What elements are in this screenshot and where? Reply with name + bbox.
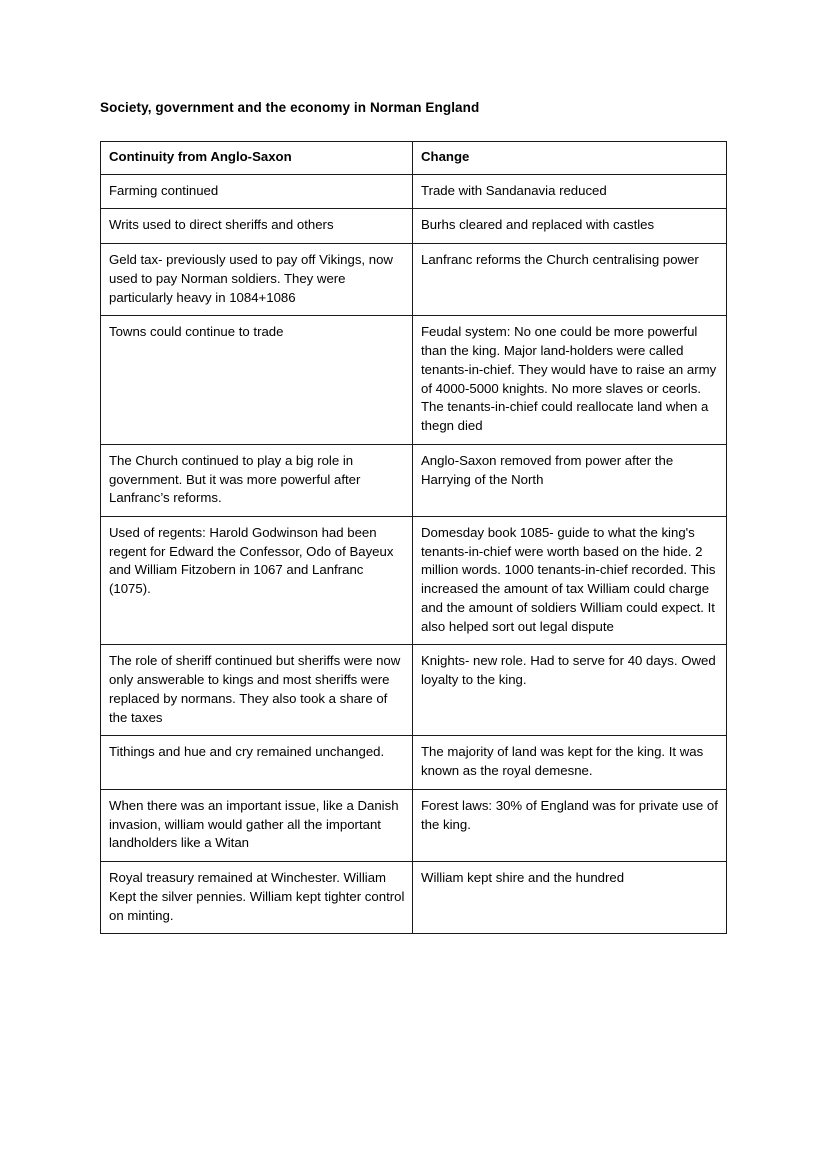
cell-continuity-text: Towns could continue to trade [109, 324, 284, 340]
cell-change [413, 789, 727, 861]
cell-change [413, 316, 727, 444]
cell-continuity-text: Tithings and hue and cry remained unchanged. [109, 744, 385, 760]
cell-continuity [101, 244, 413, 316]
cell-change-text: Burhs cleared and replaced with castles [421, 217, 655, 233]
cell-continuity-text: Writs used to direct sheriffs and others [109, 217, 334, 233]
cell-change-text: The majority of land was kept for the king. It was known as the royal demesne. [421, 744, 704, 779]
cell-change-text: William kept shire and the hundred [421, 870, 625, 886]
cell-continuity [101, 862, 413, 934]
cell-continuity [101, 316, 413, 444]
cell-continuity [101, 789, 413, 861]
cell-change [413, 517, 727, 645]
table-header-row [101, 142, 727, 175]
cell-continuity [101, 174, 413, 209]
table-row [101, 645, 727, 736]
cell-change [413, 645, 727, 736]
cell-change [413, 444, 727, 516]
cell-change [413, 736, 727, 789]
table-row [101, 517, 727, 645]
table-row [101, 789, 727, 861]
cell-change-text: Feudal system: No one could be more powerful than the king. Major land-holders were called tenants-in-chief. They would have to raise an army of 4000-5000 knights. No more slaves or ceorls. The tenants-in-chief could reallocate land when a thegn died [421, 324, 717, 434]
table-row [101, 244, 727, 316]
cell-change-text: Forest laws: 30% of England was for private use of the king. [421, 797, 718, 832]
table-row [101, 209, 727, 244]
cell-continuity-text: Used of regents: Harold Godwinson had been regent for Edward the Confessor, Odo of Bayeux and William Fitzobern in 1067 and Lanfranc (1075). [109, 525, 394, 597]
cell-change [413, 174, 727, 209]
cell-continuity [101, 517, 413, 645]
column-header-continuity: Continuity from Anglo-Saxon [101, 142, 413, 175]
table-header [101, 142, 727, 175]
page-title: Society, government and the economy in Norman England [100, 100, 480, 115]
table-row [101, 862, 727, 934]
cell-continuity-text: When there was an important issue, like a Danish invasion, william would gather all the important landholders like a Witan [109, 797, 399, 851]
cell-continuity [101, 209, 413, 244]
cell-change-text: Trade with Sandanavia reduced [421, 182, 607, 198]
cell-continuity-text: Royal treasury remained at Winchester. William Kept the silver pennies. William kept tighter control on minting. [109, 870, 405, 923]
table-row [101, 316, 727, 444]
cell-change [413, 209, 727, 244]
comparison-table-container [100, 141, 726, 934]
cell-continuity [101, 736, 413, 789]
continuity-change-table [100, 141, 727, 934]
table-row [101, 444, 727, 516]
cell-continuity [101, 645, 413, 736]
cell-change [413, 862, 727, 934]
cell-change-text: Domesday book 1085- guide to what the king's tenants-in-chief were worth based on the hide. 2 million words. 1000 tenants-in-chief recorded. This increased the amount of tax William could charge and the amount of soldiers William could expect. It also helped sort out legal dispute [421, 525, 716, 634]
table-row [101, 174, 727, 209]
cell-change-text: Anglo-Saxon removed from power after the Harrying of the North [421, 452, 674, 487]
table-body [101, 174, 727, 934]
cell-change [413, 244, 727, 316]
cell-change-text: Knights- new role. Had to serve for 40 days. Owed loyalty to the king. [421, 653, 716, 688]
cell-continuity-text: The Church continued to play a big role in government. But it was more powerful after Lanfranc’s reforms. [109, 452, 361, 506]
column-header-change: Change [413, 142, 727, 175]
cell-continuity-text: Geld tax- previously used to pay off Vikings, now used to pay Norman soldiers. They were particularly heavy in 1084+1086 [109, 252, 393, 305]
table-row [101, 736, 727, 789]
cell-continuity-text: Farming continued [109, 182, 219, 198]
cell-continuity-text: The role of sheriff continued but sheriffs were now only answerable to kings and most sheriffs were replaced by normans. They also took a share of the taxes [109, 653, 401, 725]
cell-continuity [101, 444, 413, 516]
cell-change-text: Lanfranc reforms the Church centralising power [421, 252, 699, 268]
